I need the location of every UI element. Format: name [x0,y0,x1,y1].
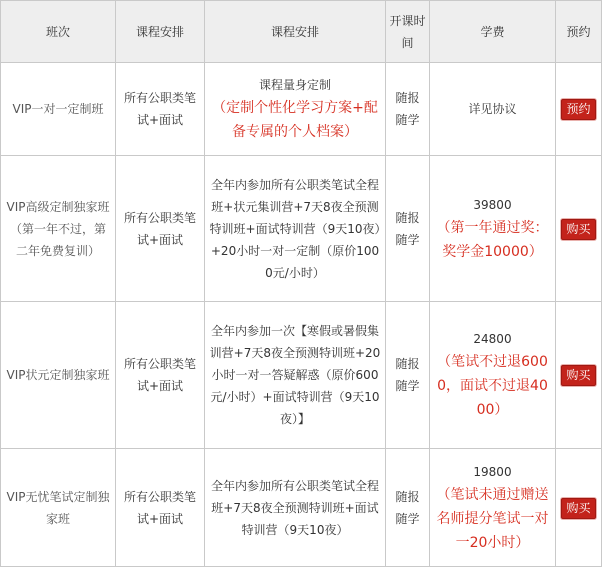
schedule-detail-cell [205,449,386,567]
action-cell [556,449,602,567]
fee-cell [430,63,556,156]
header-row [1,1,602,63]
buy-button[interactable]: 购买 [561,498,595,519]
fee-cell [430,156,556,302]
fee-cell [430,449,556,567]
fee-note: （笔试不过退6000，面试不过退4000） [437,354,548,418]
start-time-cell: 随报随学 [386,156,430,302]
start-time-cell: 随报随学 [386,63,430,156]
table-row [1,302,602,449]
table-row [1,63,602,156]
action-cell [556,302,602,449]
schedule-detail-cell [205,63,386,156]
schedule-cell: 所有公职类笔试+面试 [116,156,205,302]
fee-amount: 39800 [473,197,512,212]
header-schedule-2: 课程安排 [205,1,386,63]
table-row [1,156,602,302]
schedule-detail-title: 课程量身定制 [258,78,331,92]
book-button[interactable]: 预约 [561,99,595,120]
header-fee: 学费 [430,1,556,63]
class-name-cell: VIP状元定制独家班 [1,302,116,449]
schedule-cell: 所有公职类笔试+面试 [116,63,205,156]
schedule-detail-title: 全年内参加所有公职类笔试全程班+状元集训营+7天8夜全预测特训班+面试特训营（9天10夜）+20小时一对一定制（原价1000元/小时） [209,177,381,280]
start-time-cell: 随报随学 [386,302,430,449]
class-name-cell: VIP一对一定制班 [1,63,116,156]
schedule-cell: 所有公职类笔试+面试 [116,449,205,567]
schedule-cell: 所有公职类笔试+面试 [116,302,205,449]
fee-note: （第一年通过奖：奖学金10000） [436,219,549,260]
class-name-cell: VIP无忧笔试定制独家班 [1,449,116,567]
action-cell [556,63,602,156]
schedule-detail-cell [205,156,386,302]
header-class: 班次 [1,1,116,63]
fee-note: （笔试未通过赠送名师提分笔试一对一20小时） [436,486,549,551]
buy-button[interactable]: 购买 [561,365,595,386]
table-row [1,449,602,567]
schedule-detail-title: 全年内参加所有公职类笔试全程班+7天8夜全预测特训班+面试特训营（9天10夜） [210,478,379,537]
header-start-time: 开课时间 [386,1,430,63]
header-book: 预约 [556,1,602,63]
schedule-detail-title: 全年内参加一次【寒假或暑假集训营+7天8夜全预测特训班+20小时一对一答疑解惑（原价600元/小时）+面试特训营（9天10夜）】 [209,324,381,426]
header-schedule-1: 课程安排 [116,1,205,63]
fee-amount: 详见协议 [468,102,517,116]
fee-amount: 19800 [473,464,512,479]
action-cell [556,156,602,302]
class-name-cell: VIP高级定制独家班（第一年不过，第二年免费复训） [1,156,116,302]
fee-cell [430,302,556,449]
schedule-detail-cell [205,302,386,449]
schedule-detail-highlight: （定制个性化学习方案+配备专属的个人档案） [212,100,378,140]
fee-amount: 24800 [473,332,512,346]
buy-button[interactable]: 购买 [561,219,595,240]
start-time-cell: 随报随学 [386,449,430,567]
